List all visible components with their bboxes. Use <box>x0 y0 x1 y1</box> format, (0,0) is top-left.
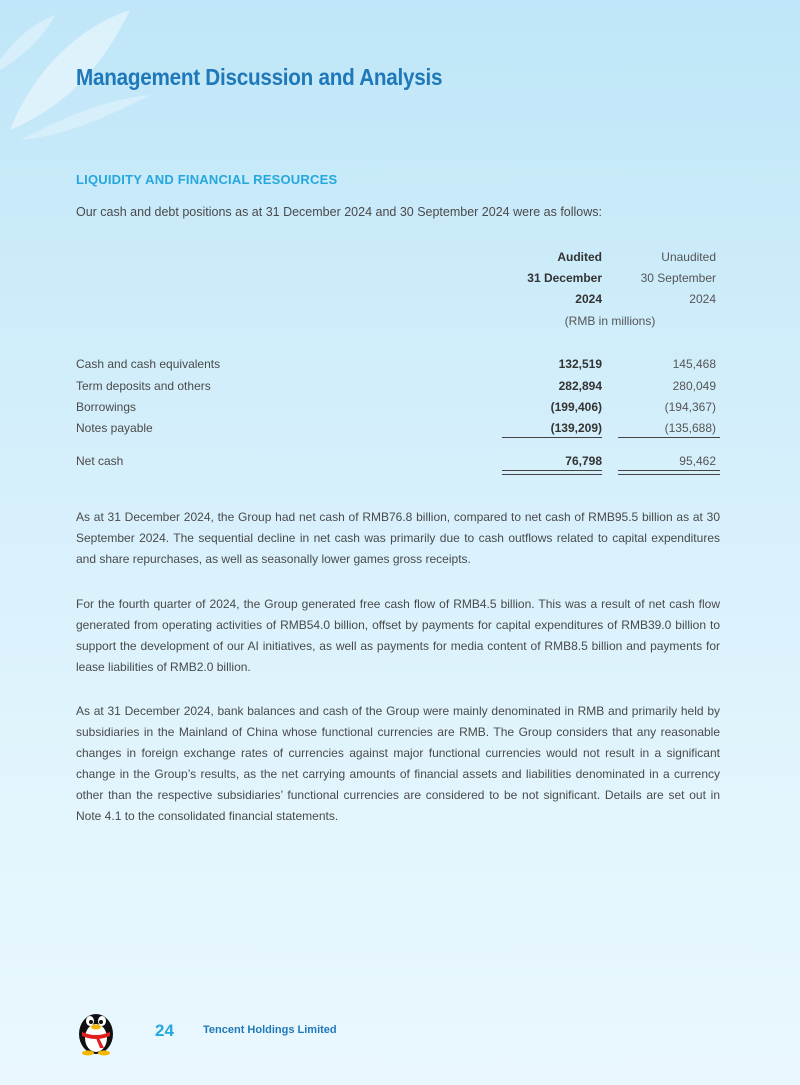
unaudited-date-header: 30 September <box>640 271 716 285</box>
unaudited-value: (194,367) <box>664 400 716 414</box>
audited-value: (199,406) <box>550 400 602 414</box>
row-label: Cash and cash equivalents <box>76 357 221 371</box>
company-name: Tencent Holdings Limited <box>203 1024 337 1036</box>
audited-date-header: 31 December <box>527 271 602 285</box>
row-label: Term deposits and others <box>76 379 211 393</box>
table-row <box>76 357 720 375</box>
table-row <box>76 379 720 397</box>
section-intro: Our cash and debt positions as at 31 December 2024 and 30 September 2024 were as follows: <box>76 205 603 219</box>
table-row <box>76 400 720 418</box>
penguin-mascot-icon <box>74 1004 118 1056</box>
audited-value: (139,209) <box>550 421 602 435</box>
unaudited-value: (135,688) <box>664 421 716 435</box>
unaudited-value: 280,049 <box>672 379 716 393</box>
section-heading: LIQUIDITY AND FINANCIAL RESOURCES <box>76 172 338 187</box>
body-paragraph: As at 31 December 2024, the Group had net cash of RMB76.8 billion, compared to net cash of RMB95.5 billion as at 30 September 2024. The sequential decline in net cash was primarily due to cash outflows related to capital expenditures and share repurchases, as well as seasonally lower games gross receipts. <box>76 510 720 566</box>
row-label: Notes payable <box>76 421 153 435</box>
subtotal-rule <box>502 437 602 438</box>
unaudited-year-header: 2024 <box>689 292 716 306</box>
unaudited-value: 145,468 <box>672 357 716 371</box>
audited-total: 76,798 <box>565 454 602 468</box>
total-double-rule <box>502 470 602 475</box>
total-double-rule <box>618 470 720 475</box>
page-title: Management Discussion and Analysis <box>76 64 443 90</box>
audited-value: 282,894 <box>558 379 602 393</box>
body-paragraph: As at 31 December 2024, bank balances and cash of the Group were mainly denominated in RMB and primarily held by subsidiaries in the Mainland of China whose functional currencies are RMB. The Group considers that any reasonable changes in foreign exchange rates of currencies against major functional currencies would not result in a significant change in the Group’s results, as the net carrying amounts of financial assets and liabilities denominated in a currency other than the respective subsidiaries’ functional currencies are considered to be not significant. Details are set out in Note 4.1 to the consolidated financial statements. <box>76 704 720 823</box>
body-paragraph: For the fourth quarter of 2024, the Group generated free cash flow of RMB4.5 billion. This was a result of net cash flow generated from operating activities of RMB54.0 billion, offset by payments for capital expenditures of RMB39.0 billion to support the development of our AI initiatives, as well as payments for media content of RMB8.5 billion and payments for lease liabilities of RMB2.0 billion. <box>76 597 720 674</box>
unaudited-total: 95,462 <box>679 454 716 468</box>
total-label: Net cash <box>76 454 124 468</box>
unit-label: (RMB in millions) <box>564 314 656 328</box>
row-label: Borrowings <box>76 400 137 414</box>
audited-value: 132,519 <box>558 357 602 371</box>
unaudited-status-header: Unaudited <box>661 250 716 264</box>
page-number: 24 <box>155 1021 174 1040</box>
audited-year-header: 2024 <box>575 292 602 306</box>
subtotal-rule <box>618 437 720 438</box>
audited-status-header: Audited <box>557 250 602 264</box>
